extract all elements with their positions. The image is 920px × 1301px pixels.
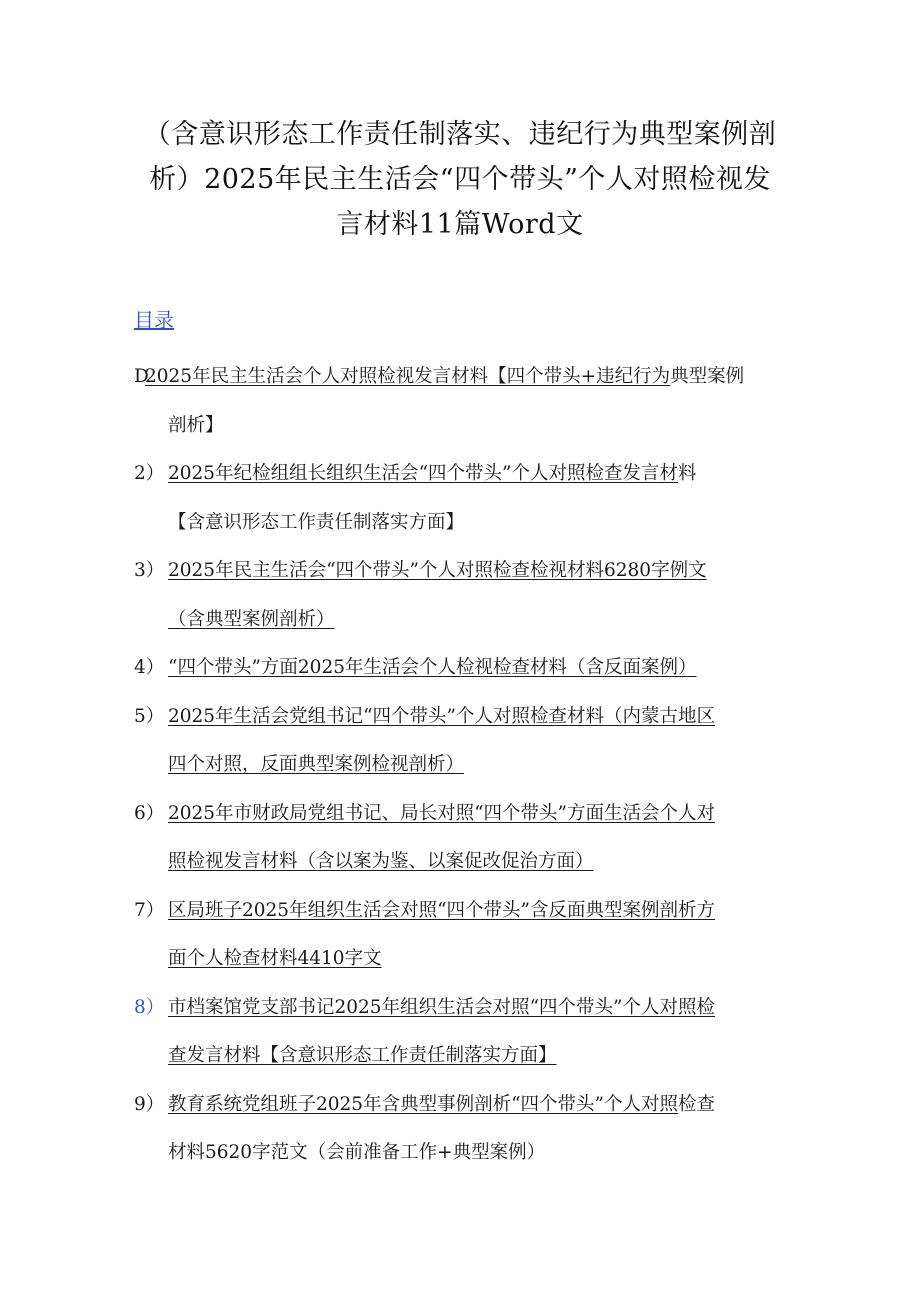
toc-item-number: 2） [134,463,165,484]
toc-item-line: 市档案馆党支部书记2025年组织生活会对照“四个带头”个人对照检 [168,996,715,1018]
toc-item-line: 教育系统党组班子2025年含典型事例剖析“四个带头”个人对照检查 [168,1093,716,1115]
toc-item-9[interactable] [134,1081,784,1178]
toc-item-line: 区局班子2025年组织生活会对照“四个带头”含反面典型案例剖析方 [168,899,715,921]
toc-item-line: 四个对照，反面典型案例检视剖析） [168,754,465,775]
toc-item-line: 2025年民主生活会“四个带头”个人对照检查检视材料6280字例文 [168,560,707,581]
toc-item-2[interactable] [134,450,784,547]
toc-item-line: 照检视发言材料（含以案为鉴、以案促改促治方面） [168,851,594,872]
toc-item-line: 【含意识形态工作责任制落实方面】 [168,511,465,533]
title-line-1: （含意识形态工作责任制落实、违纪行为典型案例剖 [143,119,777,150]
toc-item-5[interactable] [134,693,784,790]
toc-item-line: “四个带头”方面2025年生活会个人检视检查材料（含反面案例） [168,657,697,678]
toc-item-number: 9） [134,1093,165,1115]
toc-item-line: （含典型案例剖析） [168,608,335,630]
toc-item-line: 2025年生活会党组书记“四个带头”个人对照检查材料（内蒙古地区 [168,705,715,727]
toc-item-line: 材料5620字范文（会前准备工作+典型案例） [168,1142,546,1163]
toc-item-8[interactable] [134,984,784,1081]
toc-item-number: D [134,366,149,387]
toc-item-number: 3） [134,560,165,581]
toc-item-3[interactable] [134,547,784,644]
toc-item-line: 查发言材料【含意识形态工作责任制落实方面】 [168,1045,557,1066]
toc-item-1[interactable] [134,353,784,450]
title-line-3: 言材料11篇Word文 [336,209,584,240]
toc-item-7[interactable] [134,887,784,984]
toc-heading-link[interactable]: 目录 [134,308,174,332]
toc-item-line: 剖析】 [168,414,224,436]
toc-item-number: 4） [134,657,165,678]
toc-item-line: 面个人检查材料4410字文 [168,948,382,969]
toc-item-line: 2025年市财政局党组书记、局长对照“四个带头”方面生活会个人对 [168,802,715,824]
toc-item-number: 5） [134,705,165,727]
toc-item-line: 2025年纪检组组长组织生活会“四个带头”个人对照检查发言材料 [168,463,697,484]
table-of-contents [134,353,784,1178]
toc-item-line: 2025年民主生活会个人对照检视发言材料【四个带头+违纪行为典型案例 [145,366,745,387]
toc-item-number: 6） [134,802,165,824]
document-title [120,112,800,247]
toc-item-6[interactable] [134,790,784,887]
toc-item-4[interactable] [134,644,784,693]
title-line-2: 析）2025年民主生活会“四个带头”个人对照检视发 [149,164,771,195]
toc-item-number: 8） [134,996,165,1018]
toc-item-number: 7） [134,899,165,921]
